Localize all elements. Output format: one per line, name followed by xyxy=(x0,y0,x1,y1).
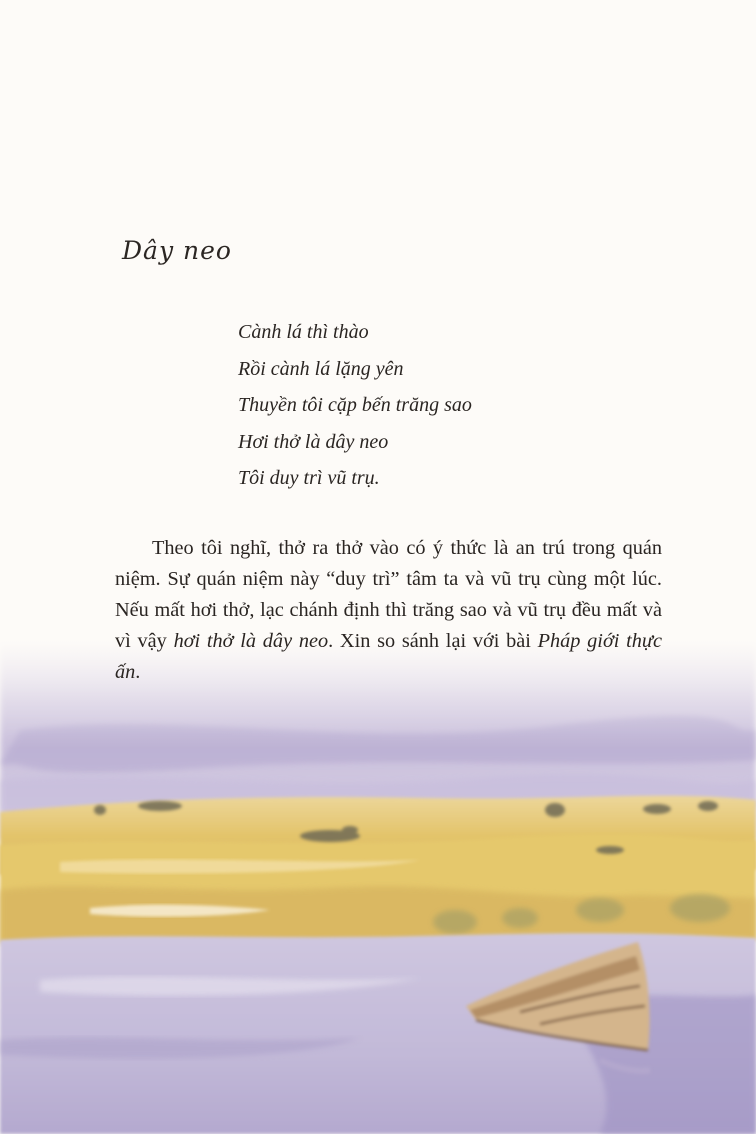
poem-verse xyxy=(238,314,472,497)
commentary-text: . xyxy=(135,661,141,683)
poem-line: Hơi thở là dây neo xyxy=(238,430,389,453)
poem-line: Thuyền tôi cặp bến trăng sao xyxy=(238,394,472,416)
commentary-text: Theo tôi nghĩ, thở ra thở vào có ý thức là an trú trong quán niệm. Sự quán niệm này “duy trì” tâm ta và vũ trụ cùng một lúc. Nếu mất hơi thở, lạc chánh định thì trăng sao và vũ trụ đều mất và vì vậy xyxy=(115,537,662,652)
poem-line: Cành lá thì thào xyxy=(238,321,369,343)
poem-title: Dây neo xyxy=(122,236,232,265)
poem-reference: Pháp giới thực ấn xyxy=(115,630,662,683)
commentary-text: . Xin so sánh lại với bài xyxy=(328,630,538,652)
poem-line: Rồi cành lá lặng yên xyxy=(238,357,404,380)
watercolor-illustration xyxy=(0,640,756,1134)
poem-line: Tôi duy trì vũ trụ. xyxy=(238,467,380,489)
commentary-paragraph xyxy=(115,533,662,688)
paper-fade xyxy=(0,640,756,1134)
commentary-emphasis: hơi thở là dây neo xyxy=(173,630,329,652)
